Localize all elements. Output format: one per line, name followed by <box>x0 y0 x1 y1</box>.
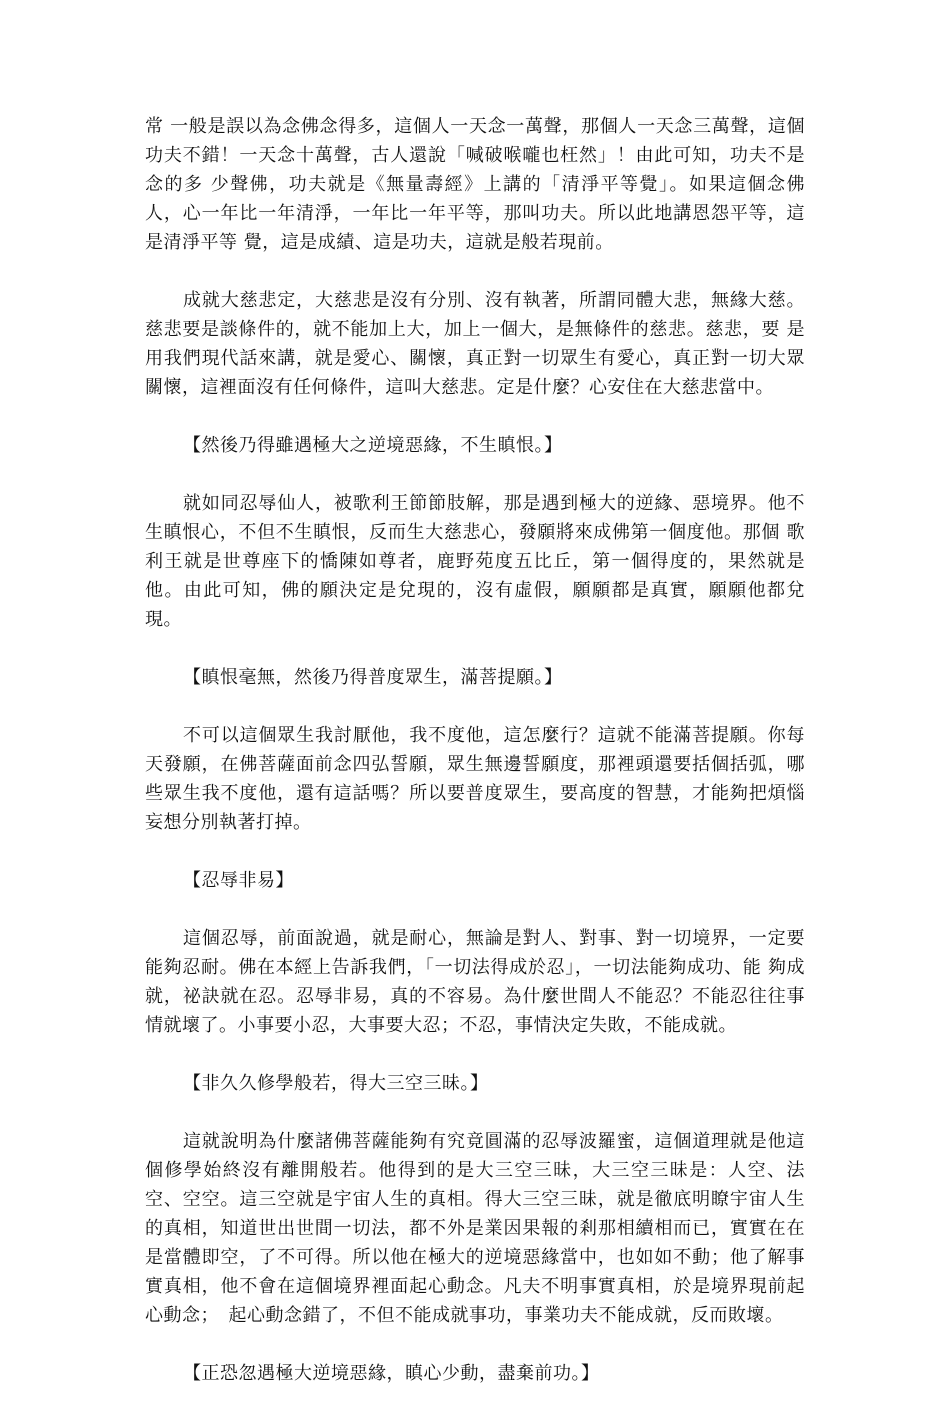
scripture-quote: 【然後乃得雖遇極大之逆境惡緣，不生瞋恨。】 <box>183 435 563 456</box>
scripture-quote: 【忍辱非易】 <box>183 870 294 891</box>
body-paragraph: 這就說明為什麼諸佛菩薩能夠有究竟圓滿的忍辱波羅蜜，這個道理就是他這個修學始終沒有離開般若。他得到的是大三空三昧，大三空三昧是：人空、法 空、空空。這三空就是宇宙人生的真相。得大三空三昧，就是徹底明瞭宇宙人生的真相，知道世出世間一切法，都不外是業因果報的剎那相續相而已，實實在在是當體即空，了不可得。所以他在極大的逆境惡緣當中，也如如不動；他了解事實真相，他不會在這個境界裡面起心動念。凡夫不明事實真相，於是境界現前起心動念； 起心動念錯了，不但不能成就事功，事業功夫不能成就，反而敗壞。 <box>145 1131 805 1326</box>
document-page <box>145 112 805 1417</box>
scripture-quote: 【正恐忽遇極大逆境惡緣，瞋心少動，盡棄前功。】 <box>183 1363 600 1384</box>
body-paragraph: 成就大慈悲定，大慈悲是沒有分別、沒有執著，所謂同體大悲，無緣大慈。慈悲要是談條件的，就不能加上大，加上一個大，是無條件的慈悲。慈悲，要 是用我們現代話來講，就是愛心、關懷，真正對一切眾生有愛心，真正對一切大眾關懷，這裡面沒有任何條件，這叫大慈悲。定是什麼？心安住在大慈悲當中。 <box>145 290 805 398</box>
body-paragraph: 就如同忍辱仙人，被歌利王節節肢解，那是遇到極大的逆緣、惡境界。他不生瞋恨心，不但不生瞋恨，反而生大慈悲心，發願將來成佛第一個度他。那個 歌利王就是世尊座下的憍陳如尊者，鹿野苑度五比丘，第一個得度的，果然就是他。由此可知，佛的願決定是兌現的，沒有虛假，願願都是真實，願願他都兌現。 <box>145 493 805 630</box>
body-paragraph: 這個忍辱，前面說過，就是耐心，無論是對人、對事、對一切境界，一定要能夠忍耐。佛在本經上告訴我們，「一切法得成於忍」，一切法能夠成功、能 夠成就，祕訣就在忍。忍辱非易，真的不容易。為什麼世間人不能忍？不能忍往往事情就壞了。小事要小忍，大事要大忍；不忍，事情決定失敗，不能成就。 <box>145 928 805 1036</box>
scripture-quote: 【非久久修學般若，得大三空三昧。】 <box>183 1073 489 1094</box>
body-paragraph: 不可以這個眾生我討厭他，我不度他，這怎麼行？這就不能滿菩提願。你每天發願，在佛菩薩面前念四弘誓願，眾生無邊誓願度，那裡頭還要括個括弧，哪些眾生我不度他，還有這話嗎？所以要普度眾生，要高度的智慧，才能夠把煩惱妄想分別執著打掉。 <box>145 725 805 833</box>
scripture-quote: 【瞋恨毫無，然後乃得普度眾生，滿菩提願。】 <box>183 667 563 688</box>
body-paragraph: 常 一般是誤以為念佛念得多，這個人一天念一萬聲，那個人一天念三萬聲，這個功夫不錯！一天念十萬聲，古人還說「喊破喉嚨也枉然」！由此可知，功夫不是念的多 少聲佛，功夫就是《無量壽經》上講的「清淨平等覺」。如果這個念佛人，心一年比一年清淨，一年比一年平等，那叫功夫。所以此地講恩怨平等，這是清淨平等 覺，這是成績、這是功夫，這就是般若現前。 <box>145 116 805 253</box>
